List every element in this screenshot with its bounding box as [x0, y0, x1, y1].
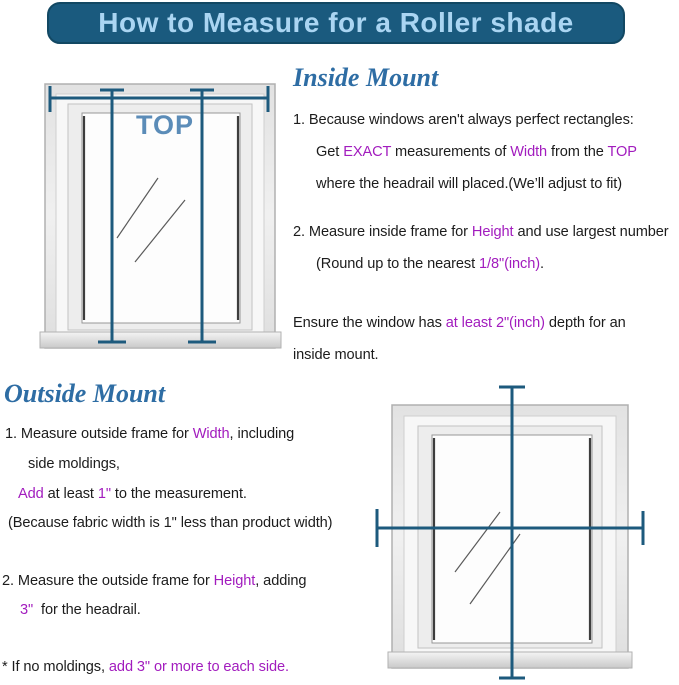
outside-moldings-note: * If no moldings, add 3" or more to each side.	[2, 659, 289, 675]
inside-step1-line1: 1. Because windows aren't always perfect rectangles:	[293, 112, 634, 128]
outside-step1-line3: Add at least 1" to the measurement.	[18, 486, 247, 502]
outside-mount-window-illustration	[368, 376, 658, 685]
window-glass	[82, 113, 240, 323]
title-banner	[47, 2, 625, 44]
inside-step2-line2: (Round up to the nearest 1/8"(inch).	[316, 256, 544, 272]
inside-depth-note-line2: inside mount.	[293, 347, 379, 363]
top-of-window-label: TOP	[136, 110, 195, 140]
outside-step1-line1: 1. Measure outside frame for Width, including	[5, 426, 295, 442]
outside-step2-line2: 3" for the headrail.	[20, 602, 141, 618]
outside-step1-line2: side moldings,	[28, 456, 120, 472]
page-title: How to Measure for a Roller shade	[98, 7, 574, 38]
inside-step2-line1: 2. Measure inside frame for Height and use largest number	[293, 224, 669, 240]
outside-step2-line1: 2. Measure the outside frame for Height, adding	[2, 573, 307, 589]
window-sill	[388, 652, 632, 668]
inside-step1-line3: where the headrail will placed.(We’ll adjust to fit)	[316, 176, 623, 192]
inside-step1-line2: Get EXACT measurements of Width from the TOP	[316, 144, 637, 160]
inside-depth-note-line1: Ensure the window has at least 2"(inch) depth for an	[293, 315, 626, 331]
outside-mount-heading: Outside Mount	[4, 379, 166, 408]
window-sill	[40, 332, 281, 348]
inside-mount-heading: Inside Mount	[293, 63, 439, 92]
outside-step1-line4: (Because fabric width is 1" less than product width)	[8, 515, 333, 531]
